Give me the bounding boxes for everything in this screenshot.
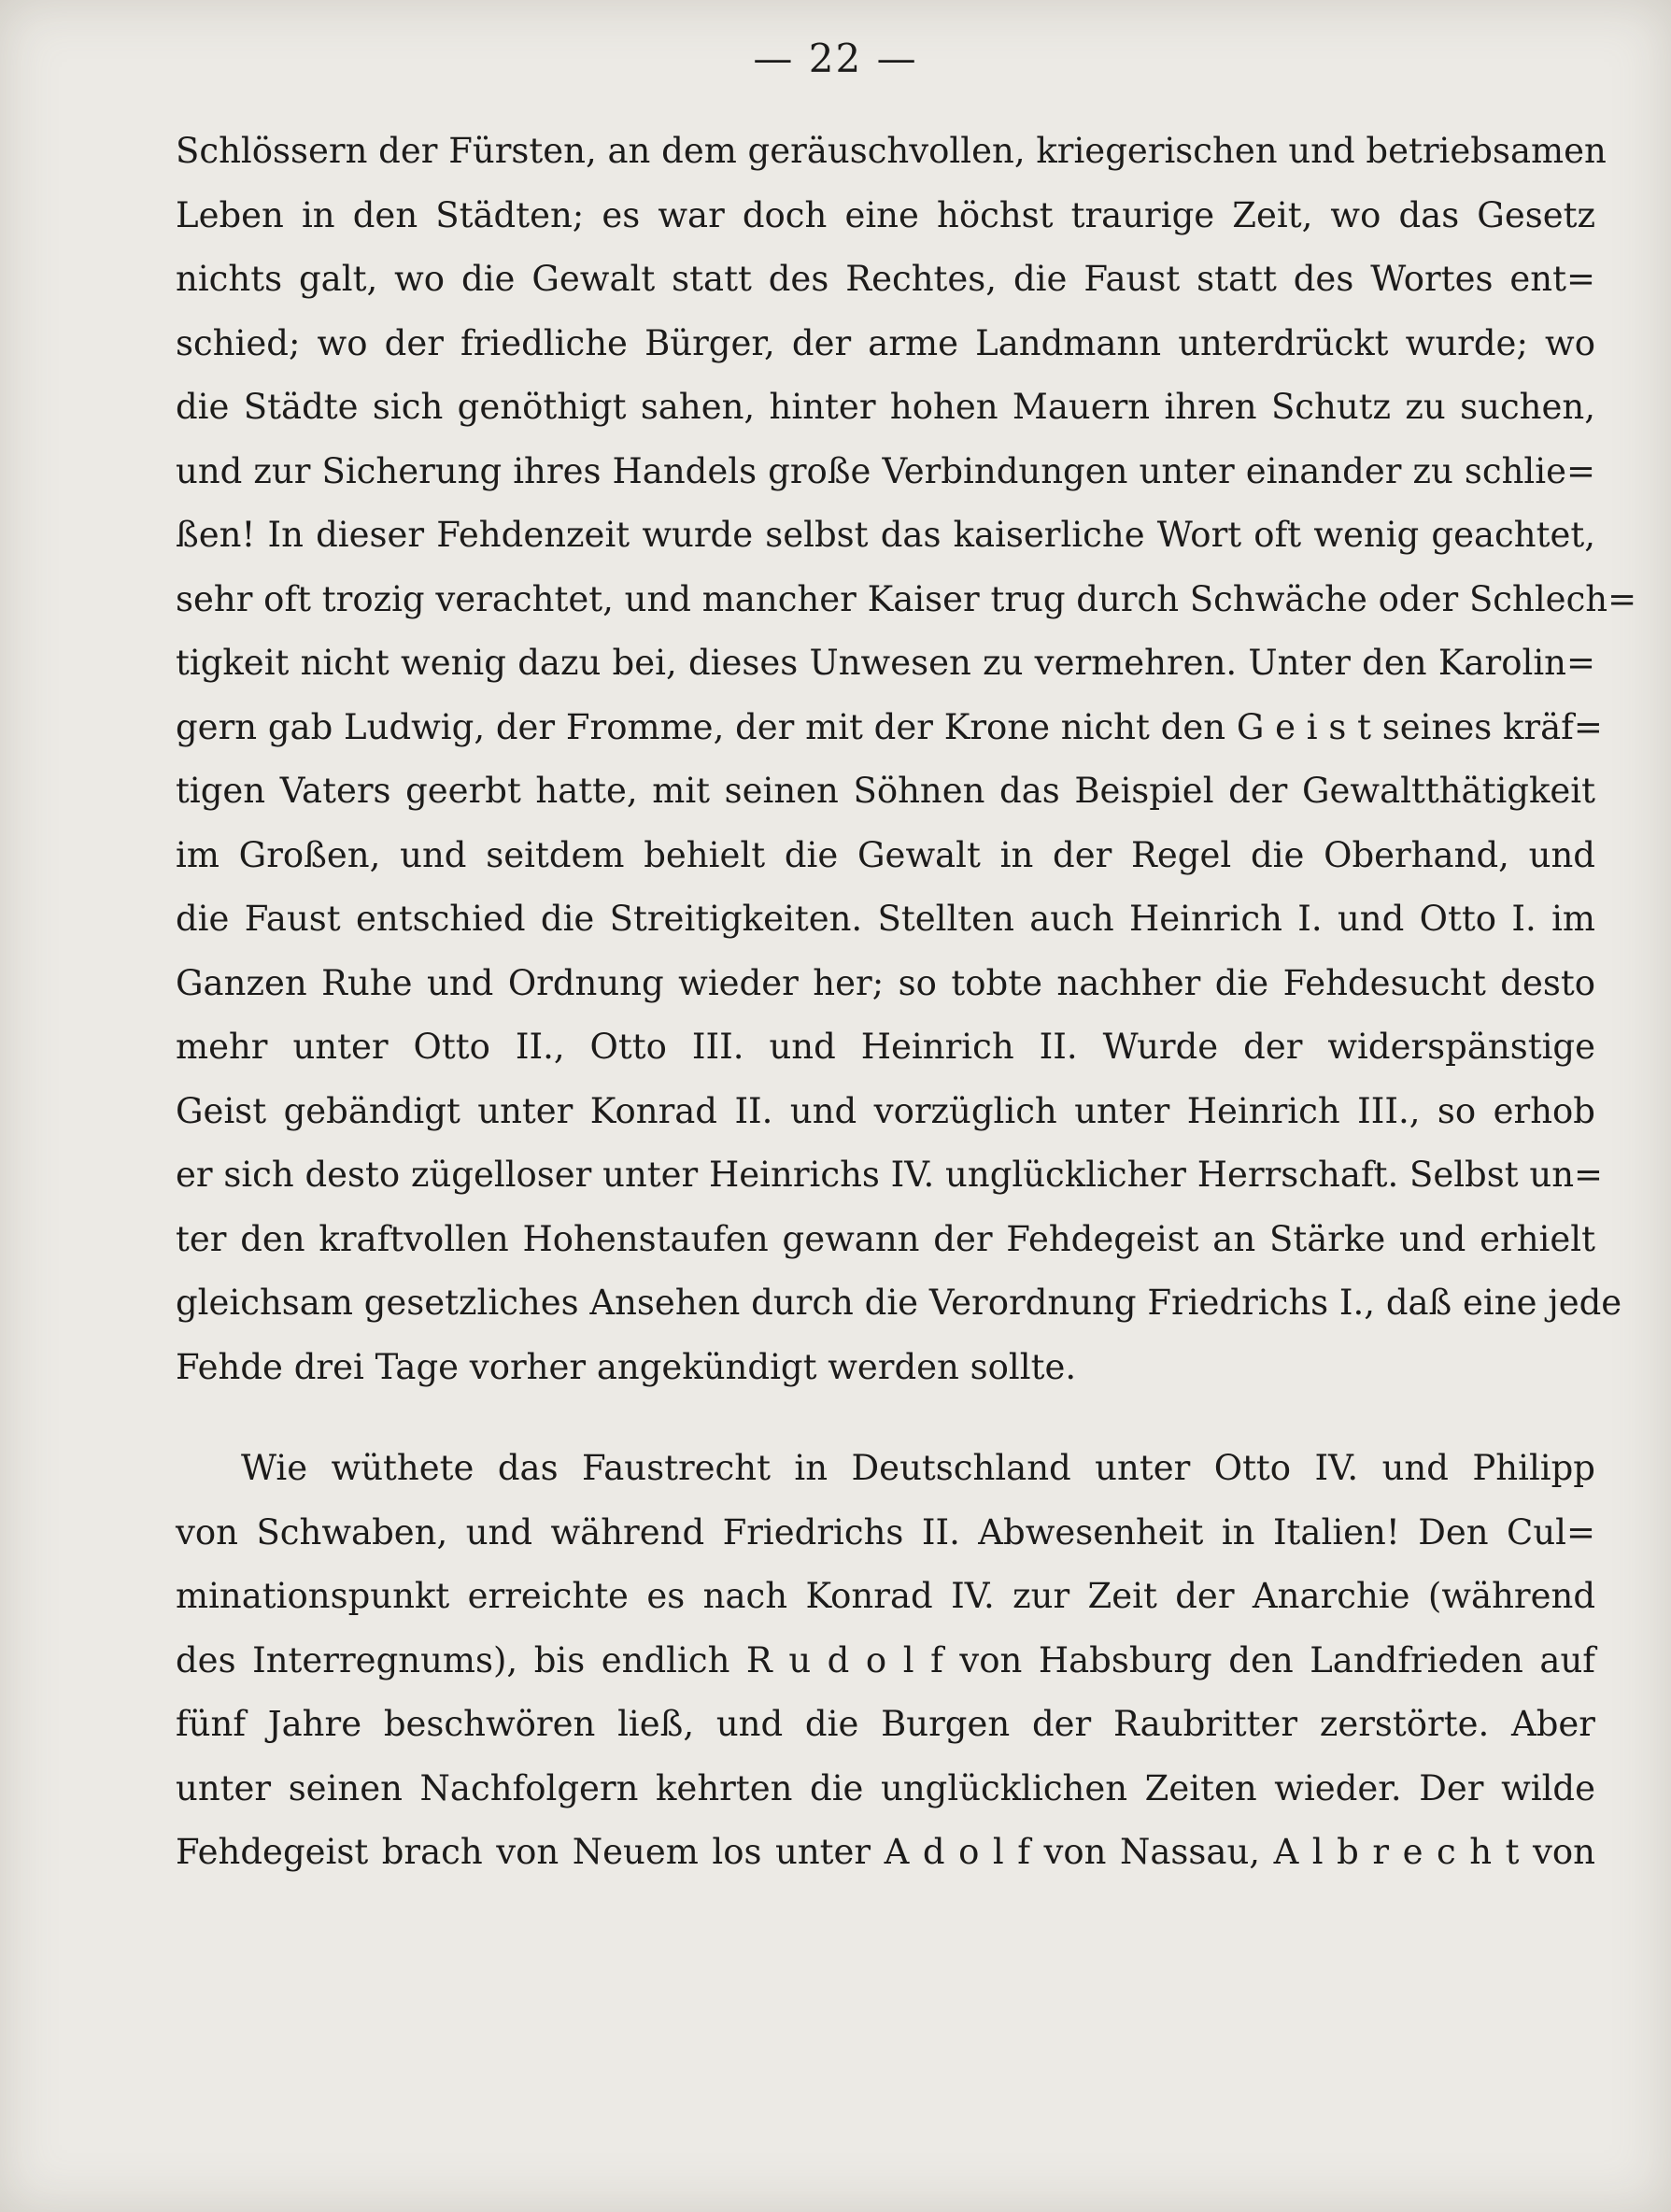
text-line: er sich desto zügelloser unter Heinrichs IV. unglücklicher Herrschaft. Selbst un= [176,1155,1604,1195]
text-line: von Schwaben, und während Friedrichs II. Abwesenheit in Italien! Den Cul= [176,1511,1595,1553]
text-line: Fehdegeist brach von Neuem los unter A d o l f von Nassau, A l b r e c h t von [176,1832,1595,1872]
text-line: und zur Sicherung ihres Handels große Verbindungen unter einander zu schlie= [176,450,1595,491]
text-line: Geist gebändigt unter Konrad II. und vorzüglich unter Heinrich III., so erhob [176,1090,1595,1131]
text-line: des Interregnums), bis endlich R u d o l f von Habsburg den Landfrieden auf [176,1639,1595,1680]
text-line: ßen! In dieser Fehdenzeit wurde selbst das kaiserliche Wort oft wenig geachtet, [176,515,1595,555]
text-line: mehr unter Otto II., Otto III. und Heinrich II. Wurde der widerspänstige [176,1027,1595,1067]
text-line: gleichsam gesetzliches Ansehen durch die Verordnung Friedrichs I., daß eine jede [176,1283,1622,1323]
text-line: gern gab Ludwig, der Fromme, der mit der Krone nicht den G e i s t seines kräf= [176,706,1603,747]
body-text [176,120,1637,1885]
text-line: Wie wüthete das Faustrecht in Deutschland unter Otto IV. und Philipp [241,1448,1595,1488]
text-line: die Städte sich genöthigt sahen, hinter hohen Mauern ihren Schutz zu suchen, [176,387,1595,427]
text-line: tigkeit nicht wenig dazu bei, dieses Unwesen zu vermehren. Unter den Karolin= [176,643,1595,683]
paragraph-2 [176,1437,1595,1885]
text-line: schied; wo der friedliche Bürger, der arme Landmann unterdrückt wurde; wo [176,322,1595,363]
text-line: Fehde drei Tage vorher angekündigt werden sollte. [176,1346,1077,1387]
text-line: im Großen, und seitdem behielt die Gewalt in der Regel die Oberhand, und [176,834,1595,875]
text-line: minationspunkt erreichte es nach Konrad IV. zur Zeit der Anarchie (während [176,1576,1595,1616]
paragraph-1 [176,120,1637,1399]
page-number: — 22 — [753,35,918,81]
text-line: fünf Jahre beschwören ließ, und die Burgen der Raubritter zerstörte. Aber [176,1704,1595,1744]
text-line: tigen Vaters geerbt hatte, mit seinen Söhnen das Beispiel der Gewaltthätigkeit [176,771,1595,811]
text-line: Ganzen Ruhe und Ordnung wieder her; so tobte nachher die Fehdesucht desto [176,962,1595,1003]
text-line: unter seinen Nachfolgern kehrten die unglücklichen Zeiten wieder. Der wilde [176,1767,1595,1808]
text-line: Leben in den Städten; es war doch eine höchst traurige Zeit, wo das Gesetz [176,194,1595,235]
text-line: nichts galt, wo die Gewalt statt des Rechtes, die Faust statt des Wortes ent= [176,259,1595,299]
text-line: ter den kraftvollen Hohenstaufen gewann der Fehdegeist an Stärke und erhielt [176,1218,1595,1259]
text-line: sehr oft trozig verachtet, und mancher Kaiser trug durch Schwäche oder Schlech= [176,578,1637,619]
text-line: die Faust entschied die Streitigkeiten. Stellten auch Heinrich I. und Otto I. im [176,899,1595,939]
text-line: Schlössern der Fürsten, an dem geräuschvollen, kriegerischen und betriebsamen [176,131,1607,171]
